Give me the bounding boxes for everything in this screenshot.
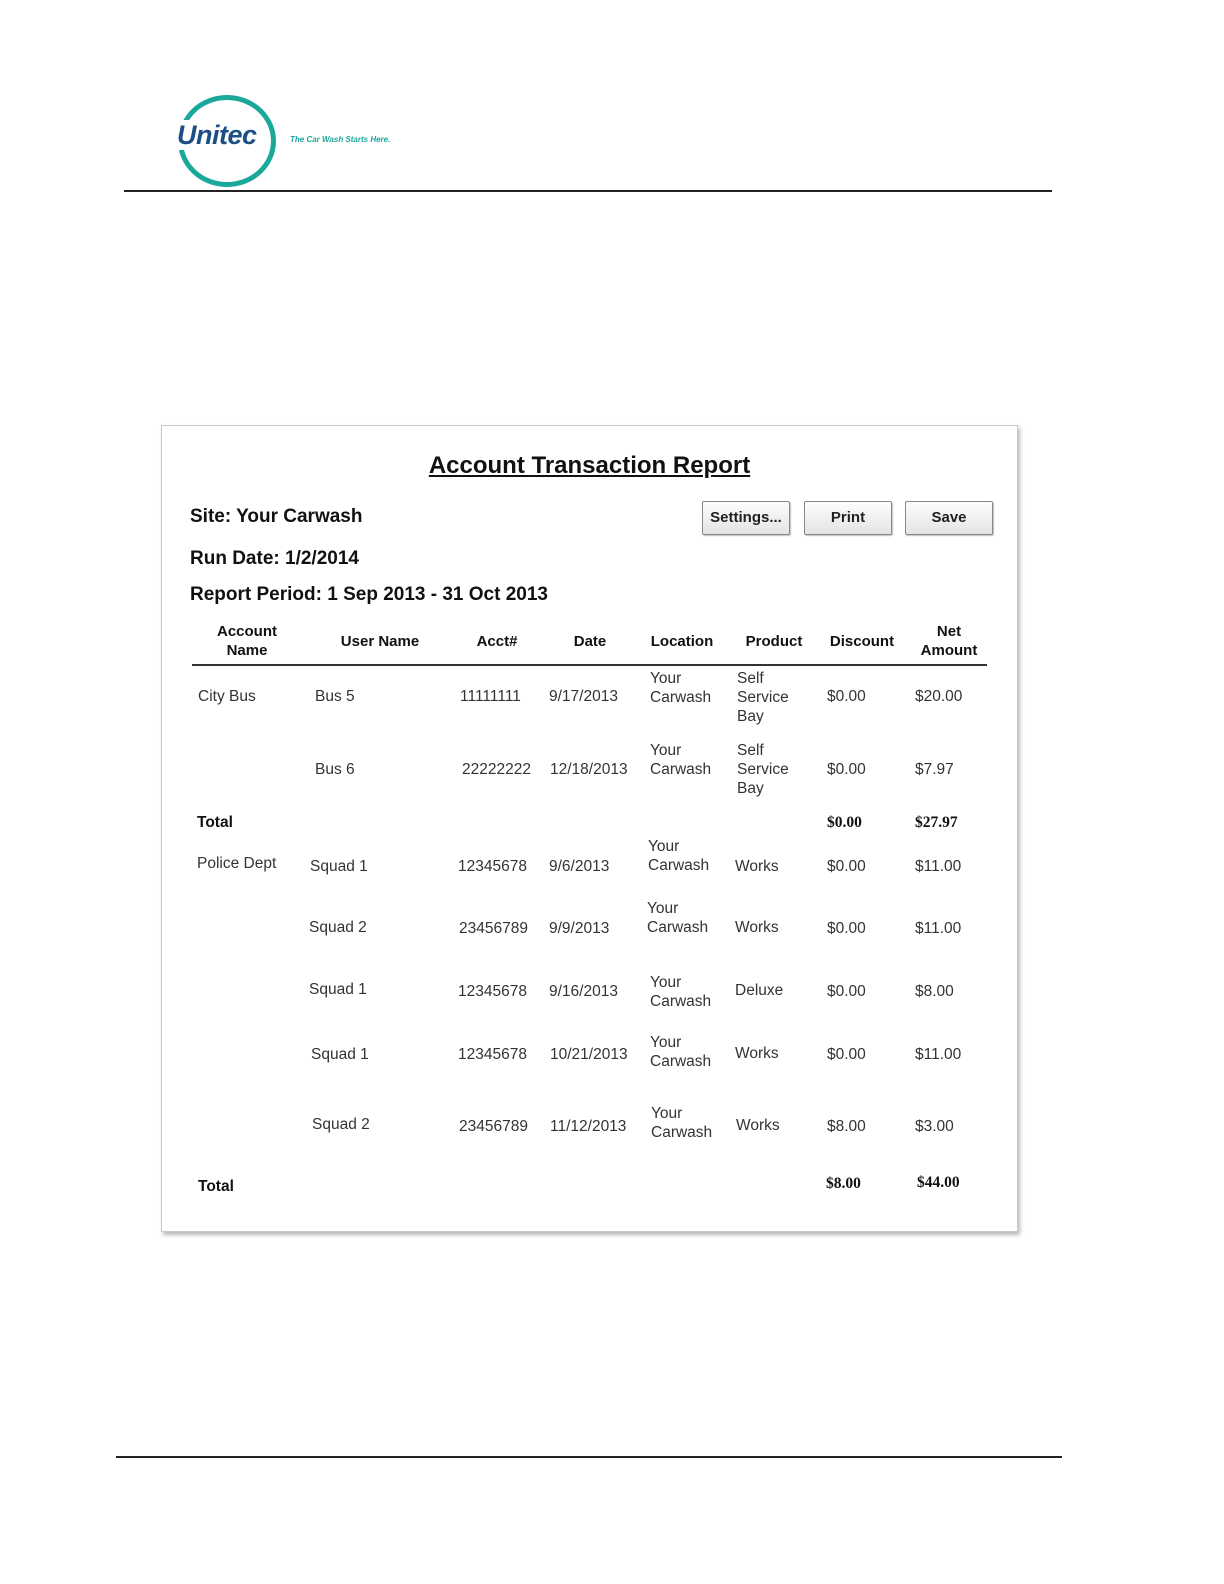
col-discount: Discount — [829, 633, 895, 650]
cell-product: Works — [735, 858, 779, 875]
cell-date: 12/18/2013 — [550, 761, 628, 778]
settings-button[interactable]: Settings... — [702, 501, 790, 535]
cell-net-amount: $20.00 — [915, 688, 963, 705]
cell-discount: $0.00 — [827, 761, 866, 778]
cell-acct: 12345678 — [458, 1046, 527, 1063]
cell-user-name: Squad 1 — [309, 981, 367, 998]
cell-discount: $8.00 — [827, 1118, 866, 1135]
cell-location: Your Carwash — [650, 742, 712, 778]
site-label: Site: Your Carwash — [190, 506, 363, 527]
cell-date: 9/9/2013 — [549, 920, 610, 937]
cell-discount: $0.00 — [827, 983, 866, 1000]
cell-product: Works — [735, 1045, 779, 1062]
cell-acct: 22222222 — [462, 761, 531, 778]
report-screenshot — [161, 425, 1018, 1232]
total-label: Total — [198, 1178, 234, 1195]
footer-rule — [116, 1456, 1062, 1458]
cell-acct: 12345678 — [458, 983, 527, 1000]
unitec-logo — [176, 94, 416, 188]
total-net-amount: $27.97 — [915, 814, 958, 831]
cell-net-amount: $11.00 — [915, 858, 962, 875]
cell-location: Your Carwash — [651, 1105, 713, 1141]
cell-date: 9/17/2013 — [549, 688, 618, 705]
col-account-name: Account Name — [217, 623, 277, 659]
cell-account-name: City Bus — [198, 688, 256, 705]
cell-date: 10/21/2013 — [550, 1046, 628, 1063]
cell-product: Deluxe — [735, 982, 784, 999]
cell-acct: 23456789 — [459, 1118, 528, 1135]
cell-discount: $0.00 — [827, 920, 866, 937]
header-rule — [124, 190, 1052, 192]
report-title: Account Transaction Report — [428, 452, 751, 479]
col-acct: Acct# — [476, 633, 518, 650]
cell-acct: 12345678 — [458, 858, 527, 875]
cell-discount: $0.00 — [827, 858, 866, 875]
logo-tagline: The Car Wash Starts Here. — [290, 135, 391, 144]
cell-acct: 11111111 — [460, 688, 521, 705]
total-net-amount: $44.00 — [917, 1174, 960, 1191]
col-net-amount: Net Amount — [920, 623, 978, 659]
cell-user-name: Bus 6 — [315, 761, 355, 778]
col-product: Product — [745, 633, 803, 650]
cell-net-amount: $7.97 — [915, 761, 954, 778]
cell-product: Works — [735, 919, 779, 936]
cell-net-amount: $11.00 — [915, 1046, 962, 1063]
cell-acct: 23456789 — [459, 920, 528, 937]
cell-date: 9/16/2013 — [549, 983, 618, 1000]
total-discount: $8.00 — [826, 1175, 861, 1192]
run-date-label: Run Date: 1/2/2014 — [190, 548, 359, 569]
cell-user-name: Squad 2 — [309, 919, 367, 936]
cell-net-amount: $3.00 — [915, 1118, 954, 1135]
col-user-name: User Name — [340, 633, 420, 650]
cell-location: Your Carwash — [648, 838, 710, 874]
cell-user-name: Squad 1 — [311, 1046, 369, 1063]
save-button[interactable]: Save — [905, 501, 993, 535]
logo-brand-text: Unitec — [177, 120, 257, 150]
cell-user-name: Bus 5 — [315, 688, 355, 705]
col-date: Date — [573, 633, 607, 650]
cell-location: Your Carwash — [650, 974, 712, 1010]
cell-product: Self Service Bay — [737, 670, 789, 725]
cell-account-name: Police Dept — [197, 855, 277, 872]
cell-location: Your Carwash — [650, 670, 712, 706]
total-label: Total — [197, 814, 233, 831]
cell-discount: $0.00 — [827, 688, 866, 705]
cell-date: 9/6/2013 — [549, 858, 610, 875]
cell-date: 11/12/2013 — [550, 1118, 627, 1135]
cell-product: Works — [736, 1117, 780, 1134]
report-period-label: Report Period: 1 Sep 2013 - 31 Oct 2013 — [190, 584, 548, 605]
cell-user-name: Squad 1 — [310, 858, 368, 875]
table-header-rule — [192, 664, 987, 666]
cell-net-amount: $11.00 — [915, 920, 962, 937]
cell-location: Your Carwash — [647, 900, 709, 936]
col-location: Location — [650, 633, 714, 650]
cell-discount: $0.00 — [827, 1046, 866, 1063]
total-discount: $0.00 — [827, 814, 862, 831]
cell-product: Self Service Bay — [737, 742, 789, 797]
cell-location: Your Carwash — [650, 1034, 712, 1070]
print-button[interactable]: Print — [804, 501, 892, 535]
cell-user-name: Squad 2 — [312, 1116, 370, 1133]
cell-net-amount: $8.00 — [915, 983, 954, 1000]
